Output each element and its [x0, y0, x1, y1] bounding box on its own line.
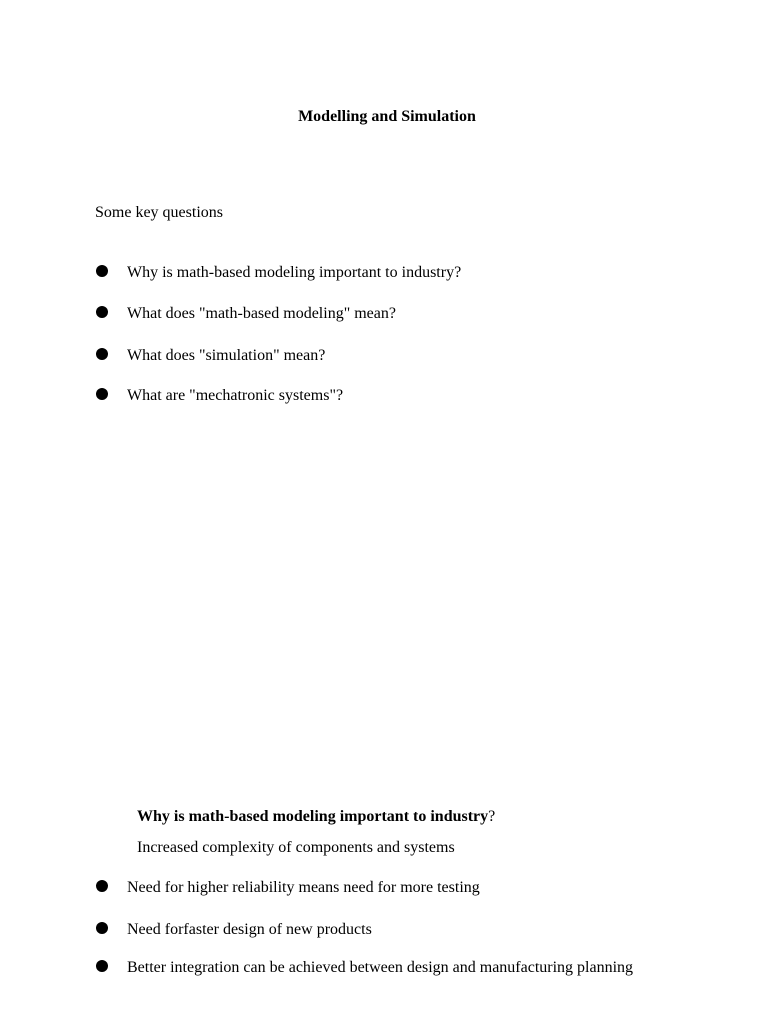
section-heading-tail: ?	[488, 808, 496, 825]
section-point-text: Better integration can be achieved between design and manufacturing planning	[127, 959, 634, 976]
section-point-text: Need forfaster design of new products	[127, 921, 372, 938]
bullet-icon	[96, 348, 108, 360]
section-heading-bold: Why is math-based modeling important to industry	[137, 808, 489, 825]
bullet-icon	[96, 265, 108, 277]
document-title: Modelling and Simulation	[298, 108, 476, 125]
bullet-icon	[96, 880, 108, 892]
bullet-icon	[96, 922, 108, 934]
bullet-icon	[96, 388, 108, 400]
key-question-text: What does "math-based modeling" mean?	[127, 305, 396, 322]
bullet-icon	[96, 960, 108, 972]
key-question-text: What are "mechatronic systems"?	[127, 387, 344, 404]
key-question-text: Why is math-based modeling important to industry?	[127, 264, 462, 281]
intro-text: Some key questions	[95, 204, 223, 221]
section-point-text: Need for higher reliability means need for more testing	[127, 879, 480, 896]
key-question-text: What does "simulation" mean?	[127, 347, 326, 364]
section-subtitle: Increased complexity of components and systems	[137, 839, 455, 856]
bullet-icon	[96, 306, 108, 318]
section-heading	[137, 807, 495, 827]
